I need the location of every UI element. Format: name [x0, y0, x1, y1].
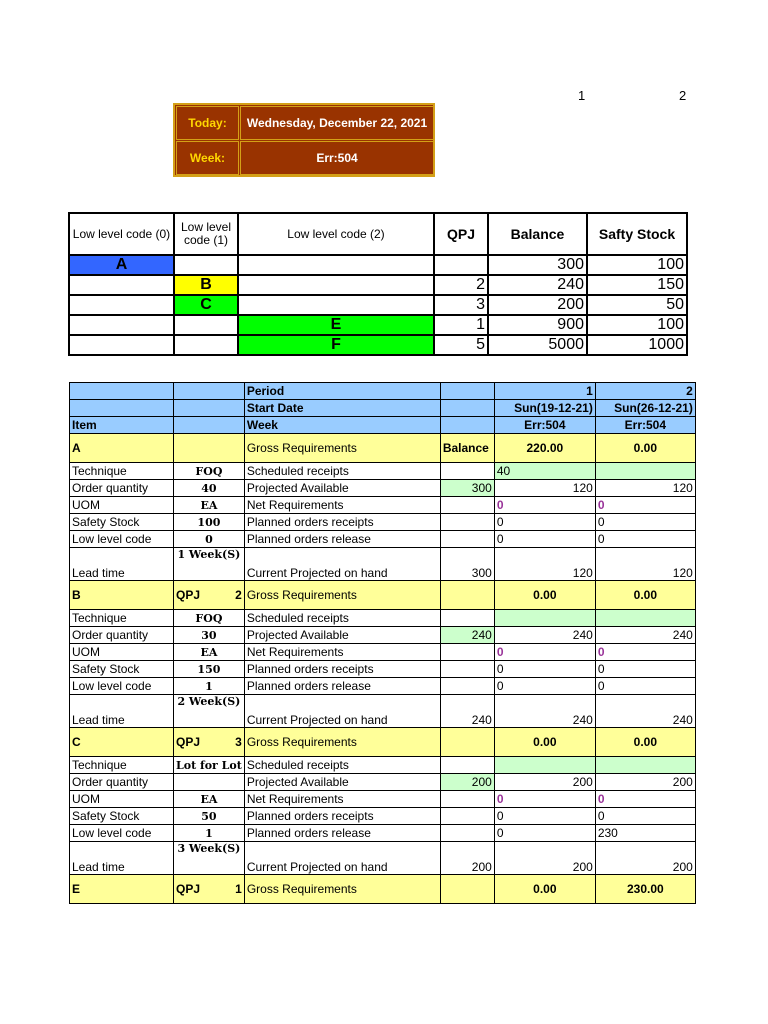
llc-cell: A: [69, 255, 174, 275]
sched-label: Scheduled receipts: [244, 757, 440, 774]
mrp-cell: [174, 417, 245, 434]
item-gross-row: [70, 581, 696, 610]
technique-value: FOQ: [174, 463, 245, 480]
proj-0: 240: [440, 627, 494, 644]
technique-value: Lot for Lot: [174, 757, 245, 774]
item-gross-row: [70, 875, 696, 904]
today-value: Wednesday, December 22, 2021: [240, 106, 434, 140]
gross-1: 0.00: [494, 875, 595, 904]
item-por-row: [70, 808, 696, 825]
item-qpj: [174, 728, 245, 757]
low-level-code-table: [68, 212, 688, 356]
llc-cell: 240: [488, 275, 587, 295]
cpoh-2: 200: [595, 842, 695, 875]
llc-cell: B: [174, 275, 238, 295]
net-2: 0: [595, 791, 695, 808]
technique-label: Technique: [70, 610, 174, 627]
mrp-cell: [440, 463, 494, 480]
net-label: Net Requirements: [244, 497, 440, 514]
cpoh-label: Current Projected on hand: [244, 842, 440, 875]
proj-2: 240: [595, 627, 695, 644]
mrp-cell: [440, 875, 494, 904]
lead-value: 1 Week(S): [174, 548, 245, 581]
gross-1: 0.00: [494, 728, 595, 757]
gross-label: Gross Requirements: [244, 728, 440, 757]
item-name: A: [70, 434, 174, 463]
order-qty-value: 30: [174, 627, 245, 644]
gross-1: 0.00: [494, 581, 595, 610]
period-2: 2: [595, 383, 695, 400]
mrp-cell: [440, 417, 494, 434]
proj-1: 240: [494, 627, 595, 644]
llc-cell: 2: [434, 275, 488, 295]
mrp-header-row: [70, 383, 696, 400]
week-label: Week: [244, 417, 440, 434]
mrp-table: [69, 382, 696, 904]
por-label: Planned orders receipts: [244, 661, 440, 678]
llc-header-0: Low level code (0): [69, 213, 174, 255]
por-label: Planned orders receipts: [244, 514, 440, 531]
llc-cell: [69, 315, 174, 335]
llc-label: Low level code: [70, 531, 174, 548]
proj-0: 300: [440, 480, 494, 497]
gross-2: 230.00: [595, 875, 695, 904]
llc-label: Low level code: [70, 678, 174, 695]
mrp-cell: [174, 400, 245, 417]
order-qty-label: Order quantity: [70, 480, 174, 497]
llc-row: [69, 295, 687, 315]
llc-cell: 1: [434, 315, 488, 335]
safety-value: 100: [174, 514, 245, 531]
por-label: Planned orders receipts: [244, 808, 440, 825]
item-rel-row: [70, 825, 696, 842]
rel-label: Planned orders release: [244, 531, 440, 548]
cpoh-1: 120: [494, 548, 595, 581]
order-qty-value: 40: [174, 480, 245, 497]
sched-1: [494, 757, 595, 774]
por-1: 0: [494, 661, 595, 678]
llc-cell: [174, 335, 238, 355]
llc-header-2: Low level code (2): [238, 213, 434, 255]
sched-2: [595, 610, 695, 627]
llc-cell: 900: [488, 315, 587, 335]
mrp-cell: [440, 610, 494, 627]
llc-row: [69, 335, 687, 355]
net-label: Net Requirements: [244, 791, 440, 808]
sched-1: 40: [494, 463, 595, 480]
item-qpj: [174, 581, 245, 610]
cpoh-1: 200: [494, 842, 595, 875]
proj-0: 200: [440, 774, 494, 791]
balance-label: [440, 581, 494, 610]
item-net-row: [70, 791, 696, 808]
technique-label: Technique: [70, 757, 174, 774]
llc-cell: [69, 295, 174, 315]
proj-2: 200: [595, 774, 695, 791]
llc-cell: [238, 255, 434, 275]
cpoh-2: 240: [595, 695, 695, 728]
item-gross-row: [70, 728, 696, 757]
sched-2: [595, 463, 695, 480]
llc-row: [69, 275, 687, 295]
proj-label: Projected Available: [244, 480, 440, 497]
por-2: 0: [595, 514, 695, 531]
cpoh-label: Current Projected on hand: [244, 695, 440, 728]
sched-1: [494, 610, 595, 627]
balance-label: Balance: [440, 434, 494, 463]
qpj-value: 2: [235, 588, 242, 602]
item-proj-row: [70, 774, 696, 791]
week-2: Err:504: [595, 417, 695, 434]
mrp-cell: [440, 825, 494, 842]
uom-label: UOM: [70, 644, 174, 661]
item-sched-row: [70, 463, 696, 480]
net-1: 0: [494, 497, 595, 514]
item-sched-row: [70, 610, 696, 627]
rel-2: 230: [595, 825, 695, 842]
item-net-row: [70, 644, 696, 661]
por-1: 0: [494, 514, 595, 531]
week-1: Err:504: [494, 417, 595, 434]
llc-cell: 100: [587, 315, 687, 335]
item-name: B: [70, 581, 174, 610]
cpoh-0: 300: [440, 548, 494, 581]
llc-cell: [238, 275, 434, 295]
sched-label: Scheduled receipts: [244, 610, 440, 627]
net-2: 0: [595, 497, 695, 514]
item-proj-row: [70, 627, 696, 644]
page-number-1: 1: [578, 88, 586, 103]
rel-label: Planned orders release: [244, 678, 440, 695]
proj-label: Projected Available: [244, 627, 440, 644]
rel-label: Planned orders release: [244, 825, 440, 842]
gross-2: 0.00: [595, 434, 695, 463]
qpj-value: 3: [235, 735, 242, 749]
mrp-cell: [174, 383, 245, 400]
por-2: 0: [595, 661, 695, 678]
item-gross-row: [70, 434, 696, 463]
uom-value: EA: [174, 791, 245, 808]
net-1: 0: [494, 644, 595, 661]
order-qty-label: Order quantity: [70, 774, 174, 791]
page-number-2: 2: [679, 88, 687, 103]
mrp-cell: [70, 400, 174, 417]
period-label: Period: [244, 383, 440, 400]
qpj-label: QPJ: [176, 882, 201, 896]
gross-1: 220.00: [494, 434, 595, 463]
lead-label: Lead time: [70, 548, 174, 581]
mrp-cell: [440, 791, 494, 808]
mrp-cell: [440, 757, 494, 774]
uom-value: EA: [174, 497, 245, 514]
item-cpoh-row: [70, 695, 696, 728]
item-por-row: [70, 514, 696, 531]
llc-cell: [174, 315, 238, 335]
technique-label: Technique: [70, 463, 174, 480]
net-1: 0: [494, 791, 595, 808]
item-net-row: [70, 497, 696, 514]
safety-label: Safety Stock: [70, 514, 174, 531]
balance-label: [440, 728, 494, 757]
today-label: Today:: [176, 106, 239, 140]
cpoh-1: 240: [494, 695, 595, 728]
llc-cell: [174, 255, 238, 275]
mrp-cell: [440, 514, 494, 531]
proj-1: 200: [494, 774, 595, 791]
lead-label: Lead time: [70, 695, 174, 728]
llc-row: [69, 255, 687, 275]
item-cpoh-row: [70, 842, 696, 875]
safety-value: 150: [174, 661, 245, 678]
mrp-cell: [440, 808, 494, 825]
gross-label: Gross Requirements: [244, 434, 440, 463]
mrp-cell: [440, 644, 494, 661]
gross-label: Gross Requirements: [244, 581, 440, 610]
sched-2: [595, 757, 695, 774]
today-box: [173, 103, 435, 177]
item-rel-row: [70, 531, 696, 548]
llc-cell: [69, 335, 174, 355]
cpoh-2: 120: [595, 548, 695, 581]
gross-2: 0.00: [595, 728, 695, 757]
week-label: Week:: [176, 141, 239, 175]
mrp-cell: [440, 661, 494, 678]
start-date-1: Sun(19-12-21): [494, 400, 595, 417]
safety-label: Safety Stock: [70, 661, 174, 678]
item-sched-row: [70, 757, 696, 774]
llc-cell: [69, 275, 174, 295]
llc-value: 1: [174, 678, 245, 695]
llc-value: 0: [174, 531, 245, 548]
llc-cell: 5: [434, 335, 488, 355]
item-name: E: [70, 875, 174, 904]
llc-row: [69, 315, 687, 335]
mrp-cell: [70, 383, 174, 400]
llc-cell: 300: [488, 255, 587, 275]
start-date-label: Start Date: [244, 400, 440, 417]
gross-label: Gross Requirements: [244, 875, 440, 904]
lead-value: 2 Week(S): [174, 695, 245, 728]
technique-value: FOQ: [174, 610, 245, 627]
mrp-cell: [440, 678, 494, 695]
rel-1: 0: [494, 531, 595, 548]
mrp-cell: [440, 400, 494, 417]
mrp-header-row: [70, 400, 696, 417]
lead-value: 3 Week(S): [174, 842, 245, 875]
cpoh-0: 200: [440, 842, 494, 875]
llc-cell: 5000: [488, 335, 587, 355]
qpj-label: QPJ: [176, 735, 201, 749]
item-qpj: [174, 434, 245, 463]
mrp-cell: [440, 383, 494, 400]
safety-label: Safety Stock: [70, 808, 174, 825]
llc-cell: 200: [488, 295, 587, 315]
llc-cell: [434, 255, 488, 275]
llc-header-1: Low level code (1): [174, 213, 238, 255]
llc-header-safety: Safty Stock: [587, 213, 687, 255]
net-label: Net Requirements: [244, 644, 440, 661]
cpoh-0: 240: [440, 695, 494, 728]
item-rel-row: [70, 678, 696, 695]
llc-cell: [238, 295, 434, 315]
item-name: C: [70, 728, 174, 757]
uom-value: EA: [174, 644, 245, 661]
llc-cell: 50: [587, 295, 687, 315]
start-date-2: Sun(26-12-21): [595, 400, 695, 417]
safety-value: 50: [174, 808, 245, 825]
week-value: Err:504: [240, 141, 434, 175]
llc-cell: C: [174, 295, 238, 315]
order-qty-value: [174, 774, 245, 791]
rel-1: 0: [494, 678, 595, 695]
proj-1: 120: [494, 480, 595, 497]
llc-cell: 3: [434, 295, 488, 315]
item-cpoh-row: [70, 548, 696, 581]
llc-cell: F: [238, 335, 434, 355]
llc-cell: 100: [587, 255, 687, 275]
llc-label: Low level code: [70, 825, 174, 842]
llc-cell: E: [238, 315, 434, 335]
rel-1: 0: [494, 825, 595, 842]
proj-2: 120: [595, 480, 695, 497]
rel-2: 0: [595, 678, 695, 695]
lead-label: Lead time: [70, 842, 174, 875]
llc-header-qpj: QPJ: [434, 213, 488, 255]
rel-2: 0: [595, 531, 695, 548]
proj-label: Projected Available: [244, 774, 440, 791]
uom-label: UOM: [70, 497, 174, 514]
por-1: 0: [494, 808, 595, 825]
uom-label: UOM: [70, 791, 174, 808]
mrp-cell: [440, 531, 494, 548]
qpj-value: 1: [235, 882, 242, 896]
llc-cell: 1000: [587, 335, 687, 355]
llc-cell: 150: [587, 275, 687, 295]
cpoh-label: Current Projected on hand: [244, 548, 440, 581]
item-por-row: [70, 661, 696, 678]
mrp-header-row: [70, 417, 696, 434]
llc-header-balance: Balance: [488, 213, 587, 255]
sched-label: Scheduled receipts: [244, 463, 440, 480]
mrp-cell: [440, 497, 494, 514]
llc-value: 1: [174, 825, 245, 842]
net-2: 0: [595, 644, 695, 661]
por-2: 0: [595, 808, 695, 825]
qpj-label: QPJ: [176, 588, 201, 602]
item-label: Item: [70, 417, 174, 434]
period-1: 1: [494, 383, 595, 400]
order-qty-label: Order quantity: [70, 627, 174, 644]
gross-2: 0.00: [595, 581, 695, 610]
item-qpj: [174, 875, 245, 904]
item-proj-row: [70, 480, 696, 497]
